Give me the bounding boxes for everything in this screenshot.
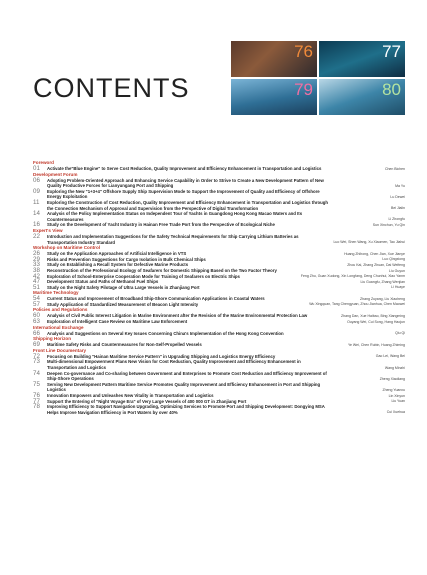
entry-title: Analysis of Civil Public Interest Litigation in Marine Environment after the Revision of the Marine Environmental Protection Law — [47, 313, 308, 319]
entry-authors: Gao Lei, Wang Bei — [375, 354, 405, 359]
entry-title: Analysis and Suggestions on Several Key Issues Concerning China's Implementation of the Hong Kong Convention — [47, 330, 284, 336]
entry-authors: Liu Guyun — [389, 268, 405, 273]
thumbnail-page-number: 80 — [382, 80, 401, 99]
entry-title: Risks and Prevention Suggestions for Cargo Isolation in Bulk Chemical Ships — [47, 256, 206, 262]
entry-page-number: 29 — [33, 255, 40, 263]
entry-authors: Zheng Yuanxu — [382, 388, 405, 392]
entry-authors: Wang Minzhi — [384, 365, 405, 370]
entry-authors: Zhang Zuyang, Liu Xiaoheng — [360, 296, 405, 301]
toc-entry[interactable] — [33, 285, 405, 291]
entry-page-number: 14 — [33, 210, 40, 218]
thumbnail-photo[interactable] — [319, 79, 405, 115]
entry-title: Adopting Problem-Oriented Approach and Enhancing Service Capability in Order to Strive to Create a New Development Pattern of New Quality Productive Forces for Lianyungang Port and Shipping — [47, 177, 324, 189]
entry-title: Innovation Empowers and Unleashes New Vitality in Transportation and Logistics — [47, 393, 214, 398]
section-heading: Policies and Regulations — [33, 307, 88, 313]
entry-title: Introduction and Implementation Suggestions for the Safety Technical Requirements for Ship Carrying Lithium Batteries as Transportation Industry Standard — [47, 233, 299, 245]
entry-title: Analysis of the Policy Implementation Status on Independent Tour of Yachts in Guangdong Hong Kong Macao Waters and Its Countermeasures — [47, 211, 303, 222]
toc-entry[interactable] — [33, 342, 405, 348]
entry-page-number: 42 — [33, 272, 40, 280]
toc-entry[interactable] — [33, 189, 405, 200]
entry-authors: Sun Xinchun, Yu Qin — [372, 222, 405, 227]
toc-entry[interactable] — [33, 359, 405, 370]
toc-entry[interactable] — [33, 382, 405, 393]
toc-entry[interactable] — [33, 371, 405, 382]
entry-title: Multi-dimensional Empowerment Plans New Vision for Cost Reduction, Quality Improvement and Efficiency Enhancement in Transportation and Logistics — [47, 359, 301, 371]
entry-page-number: 76 — [33, 392, 40, 399]
entry-page-number: 11 — [33, 198, 40, 206]
entry-page-number: 60 — [33, 312, 40, 320]
entry-authors: Li Huaye — [391, 285, 405, 290]
thumbnail-page-number: 76 — [294, 42, 313, 61]
entry-authors: Li Zhongfu — [388, 217, 405, 222]
toc-entry[interactable] — [33, 331, 405, 337]
entry-title: Maritime Safety Risks and Countermeasures for Non-Self-Propelled Vessels — [47, 342, 202, 348]
toc-entry[interactable] — [33, 222, 405, 228]
entry-authors: Zhou Kai, Zhang Zhuan, Dai Weifeng — [347, 262, 405, 267]
entry-title: Focusing on Building "Hainan Maritime Service Pattern" in Upgrading Shipping and Logistics Energy Efficiency — [47, 353, 276, 359]
entry-page-number: 06 — [33, 176, 40, 184]
entry-title: Study Application of Standardized Measurement of Beacon Light Intensity — [47, 301, 199, 307]
thumbnail-page-number: 79 — [294, 80, 313, 99]
entry-page-number: 69 — [33, 341, 40, 349]
entry-title: Exploration of Intelligent Case Review on Maritime Law Enforcement — [47, 319, 188, 325]
entry-page-number: 73 — [33, 358, 40, 366]
toc-entry[interactable] — [33, 200, 405, 211]
entry-page-number: 57 — [33, 300, 40, 308]
entry-title: Exploring the Construction of Cost Reduction, Quality Improvement and Efficiency Enhancement in Transportation and Logistics through the Connection Mechanism of Approval and Supervision from the Perspective of Digital Transformation — [47, 199, 328, 211]
section-heading: Maritime Technology — [33, 290, 79, 296]
section-heading: Front Line Documentary — [33, 347, 87, 353]
entry-authors: Feng Zhu, Guan Xudong, Xin Longfang, Deng Chunhui, Xiao Yanm — [300, 274, 405, 279]
entry-page-number: 33 — [33, 261, 40, 269]
entry-authors: Bei Jialin — [390, 206, 405, 211]
entry-page-number: 16 — [33, 221, 40, 229]
entry-page-number: 38 — [33, 266, 40, 274]
entry-authors: Lu Dewei — [390, 194, 405, 199]
section-heading: Expert's View — [33, 227, 63, 233]
entry-authors: Zhang Dan, Xue Haibao, Bing Xiangming — [340, 314, 405, 319]
entry-authors: Ouyang Wei, Cui Song, Hang Haojun — [347, 319, 405, 324]
toc-entry[interactable] — [33, 302, 405, 308]
entry-authors: Liu Guangfu, Zhang Wenjian — [360, 279, 405, 284]
entry-title: Reconstruction of the Professional Ecology of Seafarers for Domestic Shipping Based on the Two Factor Theory — [47, 267, 277, 273]
entry-page-number: 77 — [33, 397, 40, 405]
entry-authors: Ye Wei, Chen Rubin, Huang Zhiming — [347, 342, 405, 347]
entry-page-number: 72 — [33, 352, 40, 360]
entry-title: Development Status and Paths of Methanol Fuel Ships — [47, 279, 159, 285]
entry-authors: Qiu Qi — [395, 331, 405, 336]
entry-title: Exploring the New "1+3+4" Offshore Supply Ship Supervision Mode to Support the Improvement of Quality and Efficiency of Offshore Energy Exploitation — [47, 188, 320, 200]
entry-title: Study on the Night Safety Pilotage of Ultra Large Vessels in Zhanjiang Port — [47, 284, 200, 290]
cover-thumbnails — [231, 41, 405, 115]
entry-page-number: 78 — [33, 403, 40, 411]
entry-authors: Zheng Xiaoliang — [379, 376, 405, 381]
toc-entry[interactable] — [33, 234, 405, 245]
entry-page-number: 63 — [33, 318, 40, 326]
thumbnail-page-number: 77 — [382, 42, 401, 61]
entry-authors: Lin Xinyun — [388, 393, 405, 398]
entry-authors: Chen Bichen — [384, 166, 405, 171]
entry-page-number: 74 — [33, 369, 40, 377]
section-heading: Development Forum — [33, 171, 78, 177]
section-heading: Workshop on Maritime Control — [33, 245, 101, 251]
section-heading: Foreword — [33, 160, 54, 165]
entry-authors: Huang Zhihong, Chen Jian, Xue Jianye — [344, 251, 405, 256]
entry-title: Deepen Co-governance and Co-sharing between Government and Enterprises to Promote Cost Reduction and Efficiency Improvement of Ship-Shore Operations — [47, 370, 327, 382]
thumbnail-photo[interactable] — [319, 41, 405, 77]
toc-entry[interactable] — [33, 178, 405, 189]
entry-page-number: 75 — [33, 380, 40, 388]
section-heading: Shipping Horizon — [33, 336, 72, 342]
page-title: CONTENTS — [33, 73, 190, 103]
entry-authors: Luo Wei, Shen Wang, Xu Xiaomen, Tao Jiahui — [333, 240, 405, 245]
entry-title: Study on Establishing a Recall System for Defective Marine Products — [47, 262, 189, 268]
entry-title: Activate the"Blue Engine" to Serve Cost Reduction, Quality Improvement and Efficiency Enhancement in Transportation and Logistics — [47, 166, 322, 171]
entry-page-number: 54 — [33, 295, 40, 303]
entry-page-number: 51 — [33, 283, 40, 291]
entry-title: Exploration of School-Enterprise Cooperation Mode for Training of Seafarers on Electric Ships — [47, 273, 240, 279]
entry-page-number: 66 — [33, 329, 40, 337]
toc-entry[interactable] — [33, 211, 405, 222]
entry-title: Serving New Development Pattern Maritime Service Promotes Quality Improvement and Efficiency Enhancement in Port and Shipping Logistics — [47, 381, 321, 393]
entry-authors: Luo Qingxiong — [382, 257, 405, 262]
toc-entry[interactable] — [33, 319, 405, 325]
entry-title: Current Status and Improvement of Broadband Ship-Shore Communication Applications in Coastal Waters — [47, 296, 265, 302]
toc-entry[interactable] — [33, 404, 405, 415]
entry-page-number: 22 — [33, 232, 40, 240]
entry-authors: Cui Xuehua — [386, 410, 405, 415]
entry-title: Study on the Development of Yacht Industry in Hainan Free Trade Port from the Perspective of Ecological Niche — [47, 222, 275, 228]
entry-page-number: 01 — [33, 165, 40, 172]
entry-title: Improving Efficiency to Support Navigation Upgrading, Optimizing Services to Promote Port and Shipping Development: Dongying MSA Helps Improve Navigation Efficiency in Port Waters by over 40% — [47, 404, 325, 415]
entry-authors: Liu Yuan — [391, 399, 405, 404]
table-of-contents — [33, 160, 405, 415]
entry-authors: Wu Xingquan, Tang Chengyuan, Zhou Jianhua, Chen Maowei — [309, 302, 405, 307]
entry-title: Support the Entering of "Night Voyage Era" of Very Large Vessels of 400 000 GT in Zhanjiang Port — [47, 398, 247, 404]
entry-authors: Ma Yu — [395, 183, 405, 188]
entry-page-number: 26 — [33, 250, 40, 258]
section-heading: International Exchange — [33, 324, 84, 330]
entry-page-number: 47 — [33, 278, 40, 286]
entry-page-number: 09 — [33, 187, 40, 195]
entry-title: Study on the Application Approaches of Artificial Intelligence in VTS — [47, 251, 187, 257]
toc-entry[interactable] — [33, 166, 405, 172]
thumbnail-photo[interactable] — [231, 79, 317, 115]
thumbnail-photo[interactable] — [231, 41, 317, 77]
